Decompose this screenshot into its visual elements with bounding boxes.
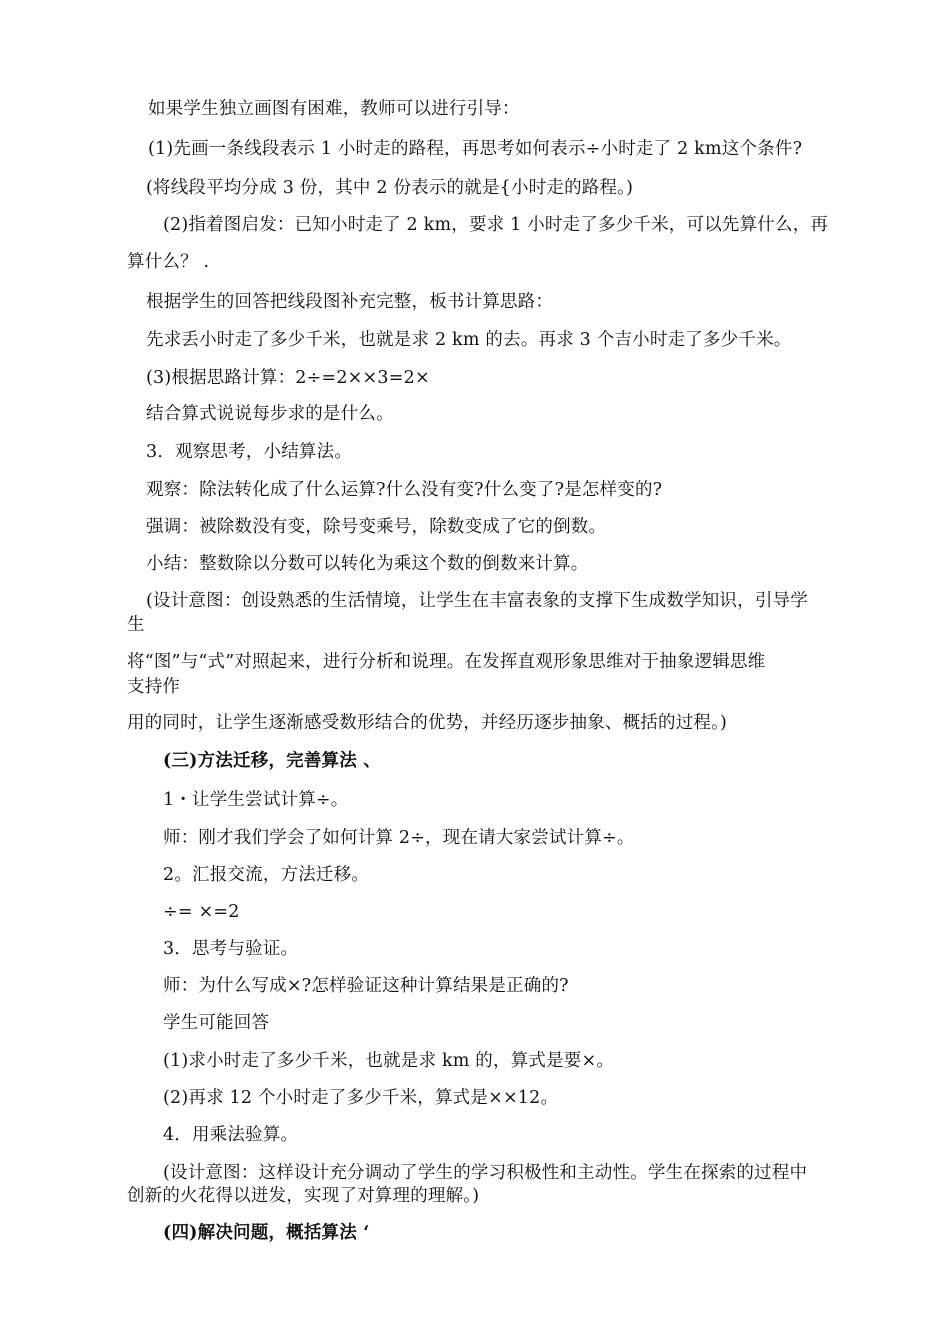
paragraph-line: (1)先画一条线段表示 1 小时走的路程，再思考如何表示÷小时走了 2 km这个条件? [148,139,803,159]
paragraph-line: 用的同时，让学生逐渐感受数形结合的优势，并经历逐步抽象、概括的过程。) [127,713,728,733]
paragraph-line: 观察：除法转化成了什么运算?什么没有变?什么变了?是怎样变的? [146,480,663,500]
paragraph-line: 2。汇报交流，方法迁移。 [163,865,370,885]
paragraph-line: 师：刚才我们学会了如何计算 2÷，现在请大家尝试计算÷。 [163,828,635,848]
paragraph-line: 强调：被除数没有变，除号变乘号，除数变成了它的倒数。 [146,517,607,537]
paragraph-line: 根据学生的回答把线段图补充完整，板书计算思路： [146,292,554,312]
paragraph-line: 3．观察思考，小结算法。 [146,442,353,462]
paragraph-line: 先求丢小时走了多少千米，也就是求 2 km 的去。再求 3 个吉小时走了多少千米。 [146,330,792,350]
paragraph-line: 算什么？ . [127,252,210,272]
paragraph-line: 如果学生独立画图有困难，教师可以进行引导： [148,99,520,119]
paragraph-line: ÷= ×=2 [163,902,240,922]
section-heading: (三)方法迁移，完善算法 、 [163,751,381,771]
paragraph-line: (设计意图：这样设计充分调动了学生的学习积极性和主动性。学生在探索的过程中 [163,1163,808,1183]
paragraph-line: 小结：整数除以分数可以转化为乘这个数的倒数来计算。 [146,554,589,574]
paragraph-line: (2)再求 12 个小时走了多少千米，算式是××12。 [163,1088,559,1108]
paragraph-line: 结合算式说说每步求的是什么。 [146,404,394,424]
paragraph-line: (1)求小时走了多少千米，也就是求 km 的，算式是要×。 [163,1051,615,1071]
paragraph-line: (3)根据思路计算：2÷=2××3=2× [146,368,430,388]
paragraph-line: 创新的火花得以迸发，实现了对算理的理解。) [127,1186,480,1206]
paragraph-line: 1・让学生尝试计算÷。 [163,790,349,810]
paragraph-line: (2)指着图启发：已知小时走了 2 km，要求 1 小时走了多少千米，可以先算什么，再 [163,215,829,235]
paragraph-line: 4．用乘法验算。 [163,1125,299,1145]
section-heading: (四)解决问题，概括算法 ‘ [163,1223,370,1243]
paragraph-line: 师：为什么写成×?怎样验证这种计算结果是正确的? [163,976,569,996]
paragraph-line: 学生可能回答 [163,1013,270,1033]
paragraph-line: (设计意图：创设熟悉的生活情境，让学生在丰富表象的支撑下生成数学知识，引导学 [146,591,808,611]
paragraph-line: 3．思考与验证。 [163,939,299,959]
paragraph-line: 支持作 [127,677,181,697]
paragraph-line: (将线段平均分成 3 份，其中 2 份表示的就是{小时走的路程。) [146,178,634,198]
paragraph-line: 将“图”与“式”对照起来，进行分析和说理。在发挥直观形象思维对于抽象逻辑思维 [127,652,766,672]
paragraph-line: 生 [127,615,145,635]
